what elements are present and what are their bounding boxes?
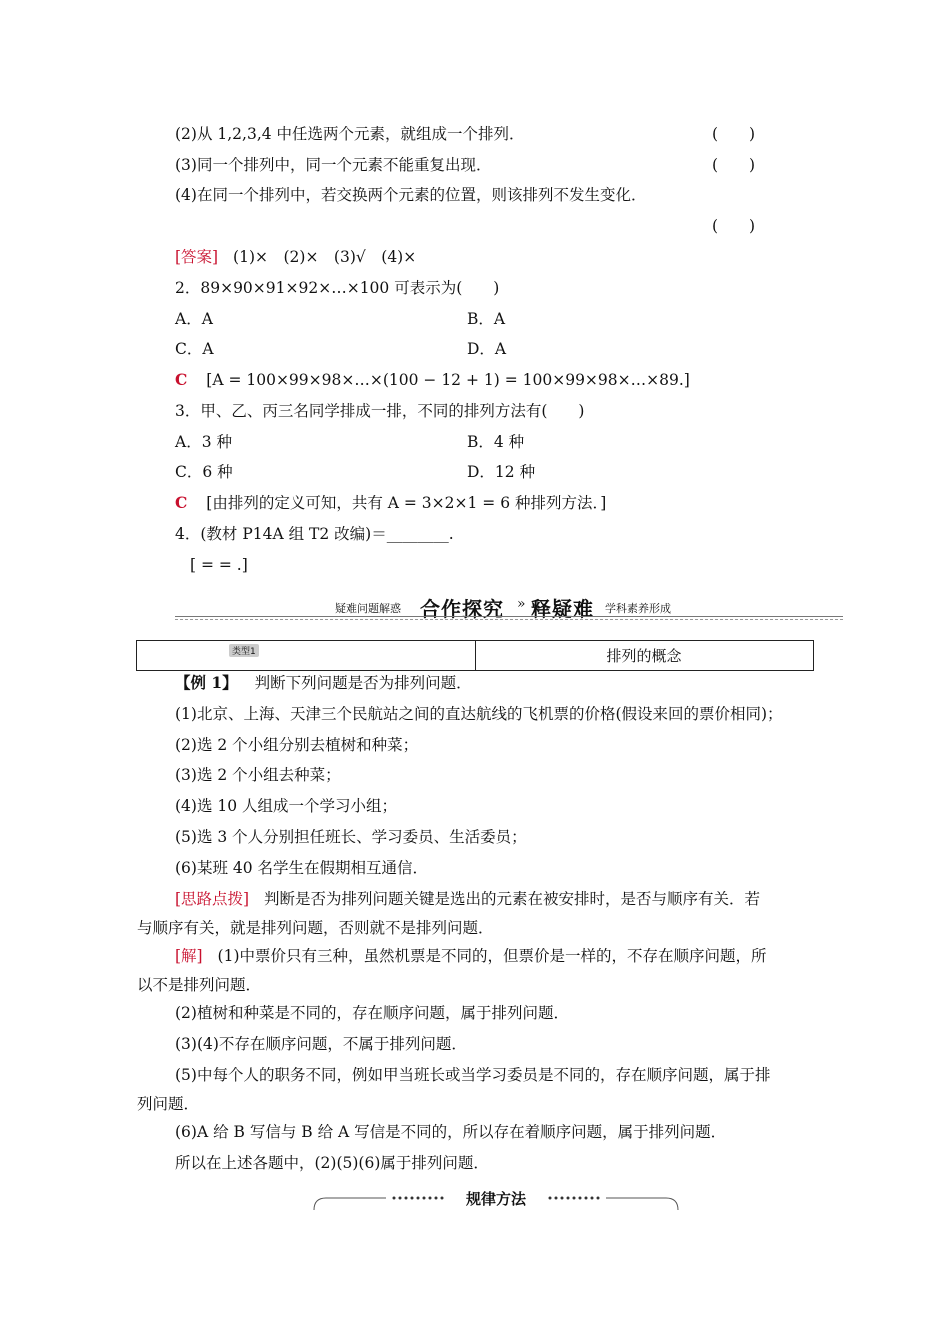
q3-stem: 3．甲、乙、丙三名同学排成一排，不同的排列方法有( ) [175, 402, 585, 420]
type-box [136, 640, 814, 671]
q1-item-3: (3)同一个排列中，同一个元素不能重复出现． [175, 156, 492, 174]
solution-item-6: (6)A 给 B 写信与 B 给 A 写信是不同的，所以存在着顺序问题，属于排列问题． [175, 1123, 727, 1141]
hint-line-1 [175, 889, 760, 909]
solution-line-2: 以不是排列问题． [137, 976, 262, 994]
solution-item-5b: 列问题． [137, 1095, 200, 1113]
example-label: 【例 1】 [175, 673, 238, 692]
solution-text-1: (1)中票价只有三种，虽然机票是不同的，但票价是一样的，不存在顺序问题，所 [217, 947, 767, 965]
solution-item-34: (3)(4)不存在顺序问题，不属于排列问题． [175, 1035, 467, 1053]
answer-label: [答案] [175, 248, 219, 266]
section-banner [175, 592, 843, 622]
hint-text-1: 判断是否为排列问题关键是选出的元素在被安排时，是否与顺序有关．若 [264, 890, 761, 908]
solution-conclusion: 所以在上述各题中，(2)(5)(6)属于排列问题． [175, 1154, 489, 1172]
banner-rule-dashed [175, 619, 843, 620]
q3-option-c: C．6 种 [175, 463, 233, 481]
q1-item-2: (2)从 1,2,3,4 中任选两个元素，就组成一个排列． [175, 125, 525, 143]
hint-label: [思路点拨] [175, 890, 250, 908]
banner-arrow-icon: » [517, 596, 526, 612]
q3-solution [175, 493, 606, 513]
example-item-3: (3)选 2 个小组去种菜； [175, 766, 341, 784]
q2-answer-letter: C [175, 370, 188, 389]
q3-option-b: B．4 种 [467, 433, 525, 451]
method-bar [312, 1188, 680, 1212]
q2-solution [175, 370, 690, 390]
solution-line-1 [175, 946, 767, 966]
example-item-4: (4)选 10 人组成一个学习小组； [175, 797, 398, 815]
q1-paren-2: ( ) [712, 125, 756, 143]
q1-item-4: (4)在同一个排列中，若交换两个元素的位置，则该排列不发生变化． [175, 186, 647, 204]
banner-title-a: 合作探究 [420, 597, 504, 621]
banner-title-b: 释疑难 [531, 597, 594, 621]
q2-option-c: C．A [175, 340, 214, 358]
q1-paren-4: ( ) [712, 217, 756, 235]
example-item-6: (6)某班 40 名学生在假期相互通信． [175, 859, 429, 877]
banner-right-caption: 学科素养形成 [605, 602, 671, 615]
example-item-1: (1)北京、上海、天津三个民航站之间的直达航线的飞机票的价格(假设来回的票价相同)； [175, 705, 783, 723]
q2-option-a: A．A [175, 310, 213, 328]
example-item-2: (2)选 2 个小组分别去植树和种菜； [175, 736, 419, 754]
q1-answer [175, 247, 416, 267]
type-title: 排列的概念 [606, 647, 682, 665]
type-tag: 类型1 [229, 644, 259, 657]
answer-text: (1)× (2)× (3)√ (4)× [233, 248, 417, 266]
example-item-5: (5)选 3 个人分别担任班长、学习委员、生活委员； [175, 828, 527, 846]
example-stem: 判断下列问题是否为排列问题． [254, 674, 472, 692]
example-heading [175, 673, 472, 693]
q3-option-a: A．3 种 [175, 433, 232, 451]
q3-answer-letter: C [175, 493, 188, 512]
banner-rule [175, 616, 843, 617]
q4-stem: 4．(教材 P14A 组 T2 改编)＝________. [175, 525, 454, 543]
q2-stem: 2．89×90×91×92×…×100 可表示为( ) [175, 279, 500, 297]
solution-item-2: (2)植树和种菜是不同的，存在顺序问题，属于排列问题． [175, 1004, 569, 1022]
method-label: 规律方法 [465, 1190, 526, 1208]
q2-option-d: D．A [467, 340, 507, 358]
q3-explain: [由排列的定义可知，共有 A = 3×2×1 = 6 种排列方法．] [206, 494, 607, 512]
hint-line-2: 与顺序有关，就是排列问题，否则就不是排列问题． [137, 919, 494, 937]
solution-label: [解] [175, 947, 203, 965]
q4-explain: [ = = .] [190, 556, 248, 574]
banner-left-caption: 疑难问题解惑 [335, 602, 401, 615]
q3-option-d: D．12 种 [467, 463, 536, 481]
q2-explain: [A = 100×99×98×…×(100 − 12 + 1) = 100×99×98×…×89.] [206, 371, 690, 389]
q2-option-b: B．A [467, 310, 506, 328]
solution-item-5a: (5)中每个人的职务不同，例如甲当班长或当学习委员是不同的，存在顺序问题，属于排 [175, 1066, 771, 1084]
q1-paren-3: ( ) [712, 156, 756, 174]
